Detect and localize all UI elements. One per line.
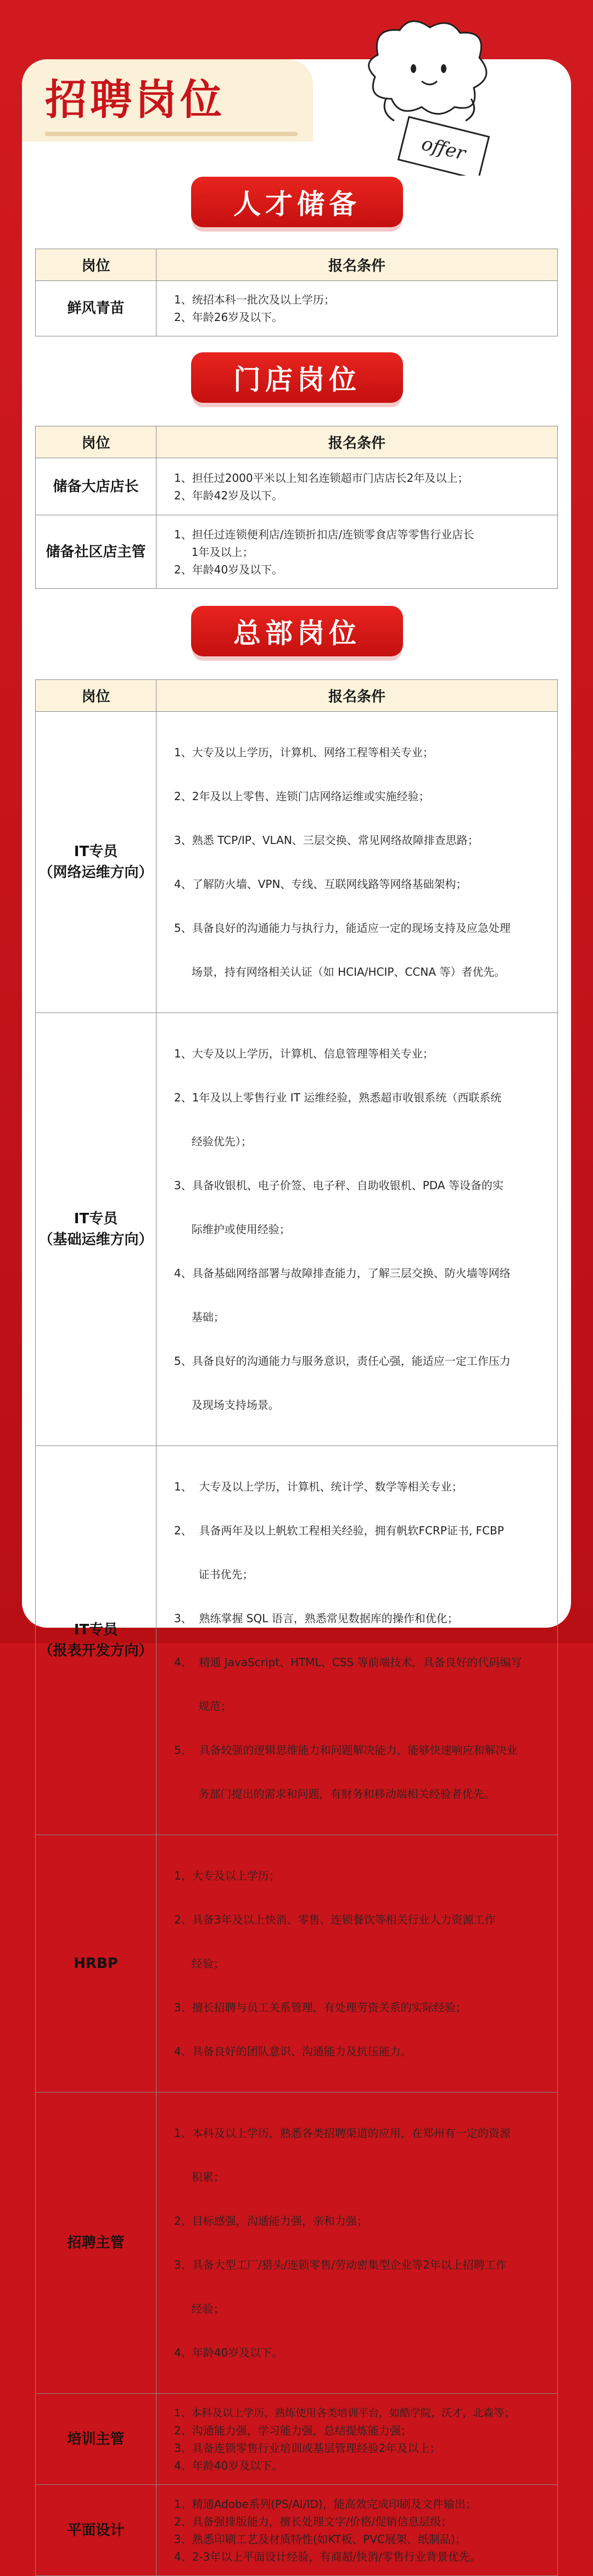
requirements-cell — [156, 2394, 558, 2485]
table-row — [36, 2485, 558, 2576]
requirement-line: 4、具备良好的团队意识、沟通能力及抗压能力。 — [174, 2045, 412, 2058]
requirement-line: 2、年龄40岁及以下。 — [174, 563, 283, 576]
table-row — [36, 712, 558, 1013]
requirement-line: 2、 具备两年及以上帆软工程相关经验，拥有帆软FCRP证书, FCBP — [174, 1524, 504, 1537]
title-accent — [45, 132, 298, 136]
requirements-cell — [156, 1446, 558, 1835]
table-row — [36, 515, 558, 589]
requirement-line: 2、沟通能力强，学习能力强，总结提炼能力强； — [174, 2423, 412, 2437]
requirement-line: 1年及以上； — [174, 545, 254, 559]
requirement-line: 1、本科及以上学历，熟练使用各类培训平台，如酷学院，沃才，北森等； — [174, 2406, 515, 2419]
requirement-line: 规范； — [174, 1700, 232, 1713]
requirement-line: 3、具备连锁零售行业培训或基层管理经验2年及以上； — [174, 2441, 441, 2455]
table-row — [36, 2394, 558, 2485]
requirement-line: 3、熟悉 TCP/IP、VLAN、三层交换、常见网络故障排查思路； — [174, 834, 479, 847]
requirements-cell — [156, 2093, 558, 2394]
table-hq-positions — [35, 679, 558, 2576]
header-requirements: 报名条件 — [156, 680, 558, 712]
requirement-line: 积累； — [174, 2170, 225, 2184]
position-cell: IT专员 （基础运维方向） — [36, 1013, 156, 1446]
requirement-line: 5、 具备较强的逻辑思维能力和问题解决能力，能够快速响应和解决业 — [174, 1743, 518, 1757]
requirement-line: 1、大专及以上学历； — [174, 1869, 280, 1882]
requirement-line: 3、擅长招聘与员工关系管理，有处理劳资关系的实际经验； — [174, 2001, 467, 2014]
table-row — [36, 2093, 558, 2394]
requirement-line: 经验优先）； — [174, 1135, 252, 1148]
position-cell: HRBP — [36, 1835, 156, 2093]
position-cell: 鲜风青苗 — [36, 281, 156, 336]
requirement-line: 2、具备强排版能力，擅长处理文字/价格/促销信息层级； — [174, 2515, 452, 2528]
table-store-positions — [35, 426, 558, 589]
header-requirements: 报名条件 — [156, 249, 558, 281]
requirement-line: 2、年龄42岁及以下。 — [174, 488, 283, 502]
requirement-line: 5、具备良好的沟通能力与执行力，能适应一定的现场支持及应急处理 — [174, 921, 511, 935]
requirement-line: 5、具备良好的沟通能力与服务意识，责任心强，能适应一定工作压力 — [174, 1354, 511, 1368]
requirement-line: 3、具备大型工厂/猎头/连锁零售/劳动密集型企业等2年以上招聘工作 — [174, 2258, 507, 2271]
requirement-line: 4、了解防火墙、VPN、专线、互联网线路等网络基础架构； — [174, 878, 467, 891]
requirement-line: 4、 精通 JavaScript、HTML、CSS 等前端技术，具备良好的代码编写 — [174, 1656, 522, 1669]
requirements-cell — [156, 1835, 558, 2093]
table-talent-reserve — [35, 249, 558, 336]
mascot-illustration — [356, 16, 499, 176]
requirement-line: 2、年龄26岁及以下。 — [174, 311, 283, 324]
table-row — [36, 1446, 558, 1835]
header-position: 岗位 — [36, 249, 156, 281]
requirement-line: 证书优先； — [174, 1568, 254, 1581]
position-cell: 平面设计 — [36, 2485, 156, 2576]
position-cell: 储备大店店长 — [36, 458, 156, 515]
requirement-line: 1、大专及以上学历，计算机、信息管理等相关专业； — [174, 1047, 434, 1060]
requirement-line: 及现场支持场景。 — [174, 1398, 279, 1411]
requirement-line: 1、 大专及以上学历，计算机、统计学、数学等相关专业； — [174, 1480, 463, 1493]
requirement-line: 2、2年及以上零售、连锁门店网络运维或实施经验； — [174, 790, 430, 803]
header-position: 岗位 — [36, 426, 156, 458]
requirement-line: 2、目标感强，沟通能力强，亲和力强； — [174, 2214, 368, 2228]
requirement-line: 2、1年及以上零售行业 IT 运维经验，熟悉超市收银系统（西联系统 — [174, 1091, 502, 1104]
requirement-line: 1、统招本科一批次及以上学历； — [174, 293, 335, 306]
position-cell: IT专员 （网络运维方向） — [36, 712, 156, 1013]
requirement-line: 4、年龄40岁及以下。 — [174, 2459, 283, 2472]
requirements-cell — [156, 2485, 558, 2576]
page-title: 招聘岗位 — [45, 75, 225, 124]
requirements-cell — [156, 281, 558, 336]
requirement-line: 经验； — [174, 2302, 225, 2315]
requirement-line: 1、大专及以上学历，计算机、网络工程等相关专业； — [174, 746, 434, 759]
requirement-line: 2、具备3年及以上快消、零售、连锁餐饮等相关行业人力资源工作 — [174, 1913, 496, 1926]
position-cell: 储备社区店主管 — [36, 515, 156, 589]
table-row — [36, 281, 558, 336]
requirement-line: 4、年龄40岁及以下。 — [174, 2346, 283, 2359]
requirement-line: 际维护或使用经验； — [174, 1223, 290, 1236]
position-cell: 招聘主管 — [36, 2093, 156, 2394]
section-banner-talent: 人才储备 — [191, 177, 403, 227]
requirement-line: 务部门提出的需求和问题，有财务和移动端相关经验者优先。 — [174, 1787, 495, 1801]
requirement-line: 3、熟悉印刷工艺及材质特性(如KT板、PVC展架、纸制品)； — [174, 2532, 466, 2546]
requirements-cell — [156, 1013, 558, 1446]
section-banner-store: 门店岗位 — [191, 352, 403, 403]
requirement-line: 1、精通Adobe系列(PS/AI/ID)，能高效完成印刷及文件输出； — [174, 2497, 477, 2511]
header-requirements: 报名条件 — [156, 426, 558, 458]
requirement-line: 3、具备收银机、电子价签、电子秤、自助收银机、PDA 等设备的实 — [174, 1179, 504, 1192]
section-banner-hq: 总部岗位 — [191, 606, 403, 656]
requirement-line: 4、2-3年以上平面设计经验，有商超/快消/零售行业背景优先。 — [174, 2550, 481, 2563]
table-row — [36, 1013, 558, 1446]
requirement-line: 1、担任过2000平米以上知名连锁超市门店店长2年及以上； — [174, 471, 469, 485]
requirements-cell — [156, 515, 558, 589]
requirement-line: 3、 熟练掌握 SQL 语言，熟悉常见数据库的操作和优化； — [174, 1612, 458, 1625]
requirement-line: 4、具备基础网络部署与故障排查能力，了解三层交换、防火墙等网络 — [174, 1267, 511, 1280]
position-cell: IT专员 （报表开发方向） — [36, 1446, 156, 1835]
offer-label: offer — [419, 132, 468, 165]
requirements-cell — [156, 458, 558, 515]
table-row — [36, 1835, 558, 2093]
requirement-line: 经验； — [174, 1957, 225, 1970]
requirement-line: 基础； — [174, 1311, 225, 1324]
requirement-line: 1、担任过连锁便利店/连锁折扣店/连锁零食店等零售行业店长 — [174, 527, 474, 541]
table-row — [36, 458, 558, 515]
header-position: 岗位 — [36, 680, 156, 712]
position-cell: 培训主管 — [36, 2394, 156, 2485]
requirement-line: 1、本科及以上学历，熟悉各类招聘渠道的应用，在郑州有一定的资源 — [174, 2127, 511, 2140]
requirement-line: 场景，持有网络相关认证（如 HCIA/HCIP、CCNA 等）者优先。 — [174, 965, 506, 978]
requirements-cell — [156, 712, 558, 1013]
